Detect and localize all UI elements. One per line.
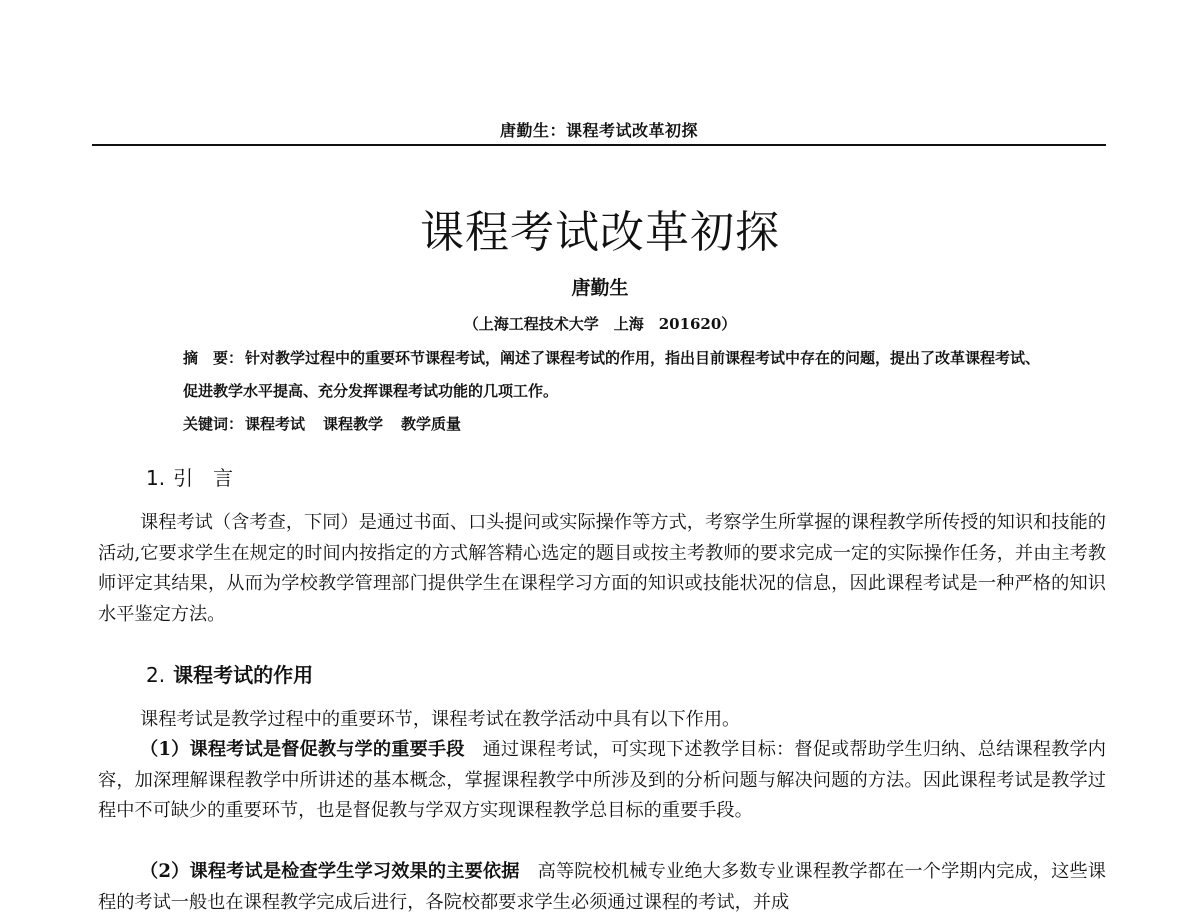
section-title: 课程考试的作用: [173, 663, 314, 687]
header-rule: [92, 144, 1106, 146]
point-text: 高等院校机械专业绝大多数专业课程教学都在一个学期内完成，这些课程的考试一般也在课程教学完成后进行，各院校都要求学生必须通过课程的考试，并成: [98, 861, 1106, 913]
author-affiliation: （上海工程技术大学 上海 201620）: [463, 315, 737, 333]
author-name: 唐勤生: [571, 277, 629, 299]
section-number: 1.: [146, 466, 166, 490]
keyword: 教学质量: [401, 415, 462, 433]
point-paragraph-2: [98, 857, 1106, 918]
abstract: [183, 342, 1043, 408]
section-number: 2.: [146, 663, 166, 687]
point-text: 通过课程考试，可实现下述教学目标：督促或帮助学生归纳、总结课程教学内容，加深理解课程教学中所讲述的基本概念，掌握课程教学中所涉及到的分析问题与解决问题的方法。因此课程考试是教学过程中不可缺少的重要环节，也是督促教与学双方实现课程教学总目标的重要手段。: [98, 739, 1106, 821]
keywords: [183, 408, 1043, 441]
keyword: 课程考试: [245, 415, 306, 433]
keyword: 课程教学: [323, 415, 384, 433]
article-title: 课程考试改革初探: [420, 207, 780, 258]
section-heading-role-of-exams: [146, 659, 313, 688]
running-header: 唐勤生：课程考试改革初探: [499, 121, 698, 140]
abstract-text: 针对教学过程中的重要环节课程考试，阐述了课程考试的作用，指出目前课程考试中存在的问题，提出了改革课程考试、促进教学水平提高、充分发挥课程考试功能的几项工作。: [183, 349, 1041, 400]
point-lead: （1）课程考试是督促教与学的重要手段: [140, 739, 465, 760]
keywords-label: 关键词：: [183, 415, 244, 433]
section-intro-paragraph: 课程考试是教学过程中的重要环节，课程考试在教学活动中具有以下作用。: [140, 709, 741, 730]
point-paragraph-1: [98, 735, 1106, 827]
point-lead: （2）课程考试是检查学生学习效果的主要依据: [140, 861, 520, 882]
section-title: 引 言: [173, 466, 234, 490]
abstract-label: 摘 要：: [183, 349, 244, 367]
introduction-paragraph: 课程考试（含考查，下同）是通过书面、口头提问或实际操作等方式，考察学生所掌握的课程教学所传授的知识和技能的活动,它要求学生在规定的时间内按指定的方式解答精心选定的题目或按主考教师的要求完成一定的实际操作任务，并由主考教师评定其结果，从而为学校教学管理部门提供学生在课程学习方面的知识或技能状况的信息，因此课程考试是一种严格的知识水平鉴定方法。: [98, 512, 1106, 625]
section-heading-introduction: [146, 462, 233, 491]
